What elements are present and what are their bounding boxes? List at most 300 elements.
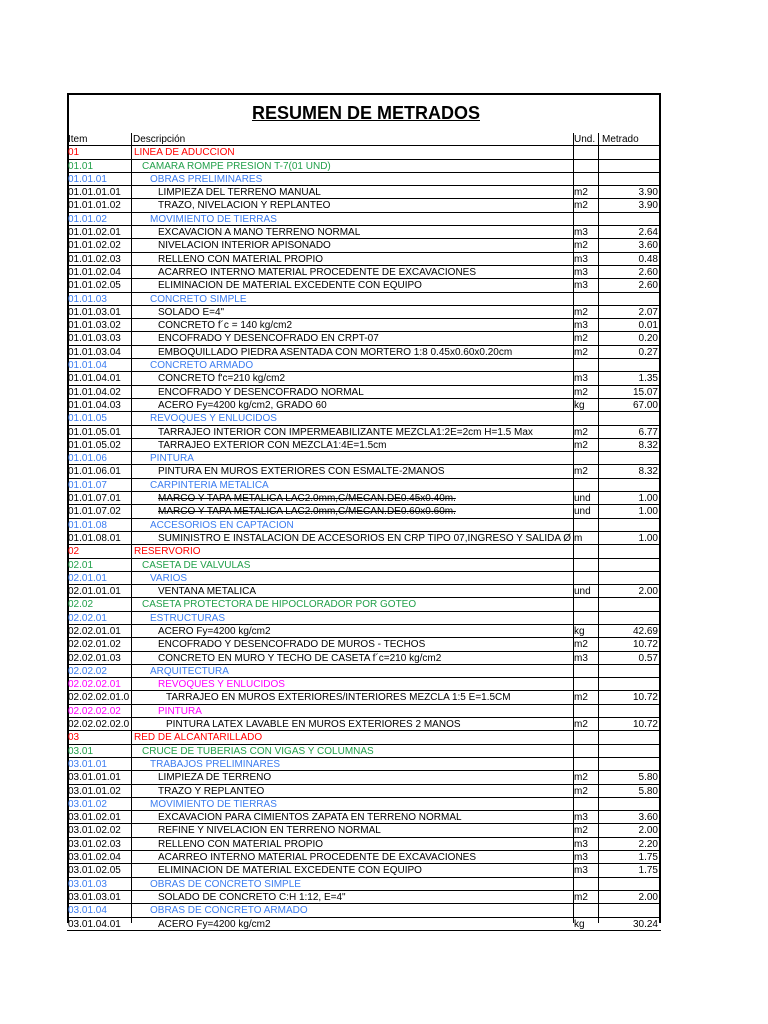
row-item-code: 03.01.02.01 [68, 812, 121, 824]
table-row [67, 731, 661, 744]
table-row [67, 319, 661, 332]
row-description: ESTRUCTURAS [150, 612, 226, 624]
row-unit: m3 [574, 812, 588, 824]
row-description: EXCAVACION A MANO TERRENO NORMAL [158, 227, 361, 239]
row-description: ELIMINACION DE MATERIAL EXCEDENTE CON EQUIPO [158, 865, 422, 877]
row-unit: m2 [574, 439, 588, 451]
row-metrado [600, 665, 659, 678]
row-unit: kg [574, 625, 585, 637]
table-row [67, 346, 661, 359]
row-description: ACERO Fy=4200 kg/cm2, GRADO 60 [158, 399, 327, 411]
row-item-code: 03.01 [68, 745, 94, 757]
row-description: RESERVORIO [134, 546, 201, 558]
row-unit: m2 [574, 891, 588, 903]
row-metrado [600, 798, 659, 811]
row-description: PINTURA EN MUROS EXTERIORES CON ESMALTE-2MANOS [158, 466, 445, 478]
page-title: RESUMEN DE METRADOS [251, 103, 480, 123]
row-description: TARRAJEO EN MUROS EXTERIORES/INTERIORES MEZCLA 1:5 E=1.5CM [166, 692, 511, 704]
row-item-code: 03.01.02.02 [68, 825, 121, 837]
table-row [67, 399, 661, 412]
row-item-code: 03.01.02.04 [68, 852, 121, 864]
row-description: CASETA PROTECTORA DE HIPOCLORADOR POR GOTEO [142, 599, 417, 611]
table-row [67, 545, 661, 558]
row-description: EMBOQUILLADO PIEDRA ASENTADA CON MORTERO 1:8 0.45x0.60x0.20cm [158, 346, 513, 358]
row-unit [574, 173, 598, 186]
row-unit: m3 [574, 652, 588, 664]
table-row [67, 691, 661, 704]
row-item-code: 01.01.02.05 [68, 280, 121, 292]
row-description: EXCAVACION PARA CIMIENTOS ZAPATA EN TERRENO NORMAL [158, 812, 462, 824]
table-row [67, 386, 661, 399]
row-metrado [600, 412, 659, 425]
row-metrado: 8.32 [638, 466, 658, 478]
table-row [67, 652, 661, 665]
table-row [67, 372, 661, 385]
row-unit [574, 160, 598, 173]
row-description: VENTANA METALICA [158, 586, 256, 598]
table-row [67, 426, 661, 439]
row-description: ACERO Fy=4200 kg/cm2 [158, 625, 271, 637]
table-row [67, 878, 661, 891]
row-unit [574, 213, 598, 226]
table-row [67, 532, 661, 545]
row-unit: und [574, 506, 591, 518]
table-row [67, 904, 661, 917]
table-row [67, 559, 661, 572]
row-metrado [600, 598, 659, 611]
row-unit [574, 479, 598, 492]
row-description: SOLADO E=4" [158, 306, 225, 318]
table-row [67, 479, 661, 492]
row-description: MARCO Y TAPA METALICA LAC2.0mm,C/MECAN.DE0.45x0.40m. [158, 493, 456, 505]
row-item-code: 01.01.02 [68, 213, 107, 225]
row-item-code: 01.01 [68, 160, 94, 172]
row-item-code: 02.01 [68, 559, 94, 571]
table-row [67, 452, 661, 465]
row-unit [574, 798, 598, 811]
row-unit [574, 359, 598, 372]
col-divider-desc [573, 133, 574, 923]
row-description: ELIMINACION DE MATERIAL EXCEDENTE CON EQUIPO [158, 280, 422, 292]
row-metrado: 10.72 [632, 692, 658, 704]
row-unit: m2 [574, 306, 588, 318]
row-metrado: 2.64 [638, 227, 658, 239]
row-item-code: 01.01.01.02 [68, 200, 121, 212]
row-unit: und [574, 493, 591, 505]
row-metrado: 15.07 [632, 386, 658, 398]
row-metrado [600, 878, 659, 891]
row-description: REVOQUES Y ENLUCIDOS [150, 413, 277, 425]
table-row [67, 851, 661, 864]
row-metrado: 3.60 [638, 240, 658, 252]
row-item-code: 02.02.01.02 [68, 639, 121, 651]
table-row [67, 891, 661, 904]
row-item-code: 01.01.01.01 [68, 187, 121, 199]
table-header-row [67, 133, 661, 146]
row-item-code: 01.01.02.04 [68, 266, 121, 278]
row-metrado: 1.35 [638, 373, 658, 385]
row-metrado: 1.75 [638, 865, 658, 877]
row-item-code: 01 [68, 147, 80, 159]
row-metrado: 67.00 [632, 399, 658, 411]
row-unit [574, 745, 598, 758]
row-metrado: 10.72 [632, 719, 658, 731]
row-unit: m2 [574, 346, 588, 358]
row-description: CAMARA ROMPE PRESION T-7(01 UND) [142, 160, 331, 172]
row-metrado: 2.00 [638, 891, 658, 903]
row-metrado: 0.48 [638, 253, 658, 265]
row-item-code: 01.01.03 [68, 293, 107, 305]
table-row [67, 226, 661, 239]
table-row [67, 771, 661, 784]
row-description: PINTURA [158, 705, 202, 717]
row-description: VARIOS [150, 572, 188, 584]
row-unit [574, 612, 598, 625]
row-item-code: 03.01.01 [68, 758, 107, 770]
row-description: MOVIMIENTO DE TIERRAS [150, 213, 277, 225]
row-description: ENCOFRADO Y DESENCOFRADO NORMAL [158, 386, 364, 398]
row-item-code: 02.02.01.03 [68, 652, 121, 664]
row-unit: m3 [574, 373, 588, 385]
table-row [67, 585, 661, 598]
row-description: ACARREO INTERNO MATERIAL PROCEDENTE DE EXCAVACIONES [158, 266, 477, 278]
row-unit [574, 758, 598, 771]
row-unit: m2 [574, 825, 588, 837]
row-item-code: 01.01.02.02 [68, 240, 121, 252]
row-description: OBRAS PRELIMINARES [150, 173, 263, 185]
table-row [67, 811, 661, 824]
row-item-code: 03.01.03.01 [68, 891, 121, 903]
row-unit: m3 [574, 320, 588, 332]
row-item-code: 01.01.08.01 [68, 532, 121, 544]
col-divider-und [598, 133, 599, 923]
row-unit [574, 559, 598, 572]
row-unit: m2 [574, 240, 588, 252]
row-description: ENCOFRADO Y DESENCOFRADO EN CRPT-07 [158, 333, 379, 345]
table-row [67, 412, 661, 425]
table-row [67, 306, 661, 319]
row-unit [574, 412, 598, 425]
table-row [67, 718, 661, 731]
row-metrado: 3.90 [638, 200, 658, 212]
row-item-code: 03.01.01.02 [68, 785, 121, 797]
row-metrado: 1.00 [638, 493, 658, 505]
row-unit [574, 452, 598, 465]
col-divider-item [131, 133, 132, 923]
table-row [67, 439, 661, 452]
row-item-code: 03.01.04 [68, 905, 107, 917]
row-unit: m [574, 532, 583, 544]
row-metrado [600, 705, 659, 718]
row-unit: kg [574, 918, 585, 930]
row-description: TRABAJOS PRELIMINARES [150, 758, 281, 770]
table-row [67, 160, 661, 173]
row-item-code: 01.01.01 [68, 173, 107, 185]
row-description: CONCRETO SIMPLE [150, 293, 247, 305]
row-item-code: 01.01.04 [68, 360, 107, 372]
row-item-code: 01.01.05.02 [68, 439, 121, 451]
row-item-code: 03.01.03 [68, 878, 107, 890]
table-row [67, 638, 661, 651]
row-metrado [600, 612, 659, 625]
row-metrado [600, 479, 659, 492]
row-description: PINTURA LATEX LAVABLE EN MUROS EXTERIORES 2 MANOS [166, 719, 461, 731]
row-metrado: 1.00 [638, 506, 658, 518]
row-item-code: 02.02 [68, 599, 94, 611]
row-metrado [600, 731, 659, 744]
table-row [67, 465, 661, 478]
table-row [67, 492, 661, 505]
row-unit: m3 [574, 253, 588, 265]
table-row [67, 625, 661, 638]
table-row [67, 838, 661, 851]
row-unit [574, 598, 598, 611]
row-metrado [600, 559, 659, 572]
table-row [67, 173, 661, 186]
row-unit [574, 878, 598, 891]
header-item: Item [68, 134, 88, 145]
row-description: MARCO Y TAPA METALICA LAC2.0mm,C/MECAN.DE0.60x0.60m. [158, 506, 456, 518]
row-description: LINEA DE ADUCCION [134, 147, 235, 159]
row-unit: m2 [574, 200, 588, 212]
row-metrado: 30.24 [632, 918, 658, 930]
row-item-code: 02.02.02.01 [68, 679, 121, 691]
table-row [67, 293, 661, 306]
row-metrado: 1.75 [638, 852, 658, 864]
row-metrado [600, 572, 659, 585]
row-description: LIMPIEZA DEL TERRENO MANUAL [158, 187, 321, 199]
header-unit: Und. [574, 134, 596, 145]
row-item-code: 01.01.08 [68, 519, 107, 531]
row-item-code: 01.01.03.01 [68, 306, 121, 318]
row-metrado [600, 519, 659, 532]
table-row [67, 705, 661, 718]
row-item-code: 03.01.02.05 [68, 865, 121, 877]
row-description: ENCOFRADO Y DESENCOFRADO DE MUROS - TECHOS [158, 639, 426, 651]
row-description: SUMINISTRO E INSTALACION DE ACCESORIOS EN CRP TIPO 07,INGRESO Y SALIDA Ø [158, 532, 572, 544]
row-metrado: 0.01 [638, 320, 658, 332]
row-item-code: 02.01.01.01 [68, 586, 121, 598]
table-row [67, 266, 661, 279]
row-item-code: 03.01.02 [68, 798, 107, 810]
metrados-table [67, 133, 661, 931]
table-row [67, 253, 661, 266]
row-description: CONCRETO EN MURO Y TECHO DE CASETA f´c=210 kg/cm2 [158, 652, 442, 664]
table-row [67, 213, 661, 226]
row-unit: m3 [574, 280, 588, 292]
row-description: LIMPIEZA DE TERRENO [158, 772, 272, 784]
row-metrado: 1.00 [638, 532, 658, 544]
row-item-code: 01.01.07 [68, 479, 107, 491]
table-row [67, 519, 661, 532]
row-metrado: 2.07 [638, 306, 658, 318]
row-metrado: 8.32 [638, 439, 658, 451]
table-row [67, 665, 661, 678]
row-item-code: 02.02.02.02 [68, 705, 121, 717]
row-item-code: 01.01.07.01 [68, 493, 121, 505]
row-unit: m3 [574, 266, 588, 278]
row-item-code: 01.01.05 [68, 413, 107, 425]
table-row [67, 146, 661, 159]
row-metrado: 2.20 [638, 838, 658, 850]
table-row [67, 186, 661, 199]
row-description: ACARREO INTERNO MATERIAL PROCEDENTE DE EXCAVACIONES [158, 852, 477, 864]
row-unit: m2 [574, 772, 588, 784]
row-metrado [600, 359, 659, 372]
row-metrado [600, 160, 659, 173]
row-metrado: 2.00 [638, 825, 658, 837]
row-metrado [600, 146, 659, 159]
row-description: TARRAJEO INTERIOR CON IMPERMEABILIZANTE MEZCLA1:2E=2cm H=1.5 Max [158, 426, 533, 438]
row-description: ARQUITECTURA [150, 665, 229, 677]
table-row [67, 758, 661, 771]
row-item-code: 03.01.02.03 [68, 838, 121, 850]
table-row [67, 824, 661, 837]
row-metrado: 2.60 [638, 266, 658, 278]
table-row [67, 199, 661, 212]
row-description: CONCRETO f'c=210 kg/cm2 [158, 373, 286, 385]
row-unit [574, 545, 598, 558]
row-unit [574, 731, 598, 744]
table-row [67, 678, 661, 691]
row-unit [574, 904, 598, 917]
row-metrado: 2.60 [638, 280, 658, 292]
row-metrado: 3.90 [638, 187, 658, 199]
row-unit: m3 [574, 865, 588, 877]
row-unit [574, 572, 598, 585]
row-description: ACCESORIOS EN CAPTACION [150, 519, 294, 531]
row-metrado [600, 173, 659, 186]
row-description: CRUCE DE TUBERIAS CON VIGAS Y COLUMNAS [142, 745, 374, 757]
row-item-code: 02.02.02.02.0 [68, 719, 130, 731]
row-item-code: 01.01.03.04 [68, 346, 121, 358]
table-row [67, 279, 661, 292]
row-description: TARRAJEO EXTERIOR CON MEZCLA1:4E=1.5cm [158, 439, 387, 451]
table-row [67, 612, 661, 625]
row-unit: m2 [574, 333, 588, 345]
row-metrado: 42.69 [632, 625, 658, 637]
table-row [67, 572, 661, 585]
row-item-code: 01.01.05.01 [68, 426, 121, 438]
table-row [67, 239, 661, 252]
row-item-code: 02.02.01 [68, 612, 107, 624]
row-metrado [600, 678, 659, 691]
row-unit: m2 [574, 386, 588, 398]
row-metrado: 2.00 [638, 586, 658, 598]
row-description: RELLENO CON MATERIAL PROPIO [158, 253, 324, 265]
row-metrado: 0.57 [638, 652, 658, 664]
row-metrado [600, 452, 659, 465]
row-item-code: 01.01.04.03 [68, 399, 121, 411]
table-row [67, 359, 661, 372]
row-metrado: 10.72 [632, 639, 658, 651]
row-metrado [600, 293, 659, 306]
row-unit [574, 705, 598, 718]
row-item-code: 01.01.03.02 [68, 320, 121, 332]
row-description: OBRAS DE CONCRETO ARMADO [150, 905, 308, 917]
row-unit: kg [574, 399, 585, 411]
row-unit: und [574, 586, 591, 598]
row-item-code: 02.02.01.01 [68, 625, 121, 637]
row-description: SOLADO DE CONCRETO C:H 1:12, E=4" [158, 891, 346, 903]
row-description: OBRAS DE CONCRETO SIMPLE [150, 878, 301, 890]
row-item-code: 01.01.06.01 [68, 466, 121, 478]
row-metrado [600, 213, 659, 226]
row-metrado: 0.20 [638, 333, 658, 345]
row-item-code: 01.01.04.02 [68, 386, 121, 398]
row-metrado: 5.80 [638, 785, 658, 797]
row-item-code: 03 [68, 732, 80, 744]
table-row [67, 785, 661, 798]
row-unit: m3 [574, 852, 588, 864]
row-item-code: 01.01.02.01 [68, 227, 121, 239]
row-description: CONCRETO ARMADO [150, 360, 254, 372]
row-metrado: 5.80 [638, 772, 658, 784]
row-unit: m2 [574, 719, 588, 731]
row-item-code: 02 [68, 546, 80, 558]
row-item-code: 02.01.01 [68, 572, 107, 584]
row-description: ACERO Fy=4200 kg/cm2 [158, 918, 271, 930]
row-description: TRAZO, NIVELACION Y REPLANTEO [158, 200, 331, 212]
row-unit [574, 146, 598, 159]
row-metrado: 6.77 [638, 426, 658, 438]
row-item-code: 01.01.02.03 [68, 253, 121, 265]
row-item-code: 01.01.07.02 [68, 506, 121, 518]
row-description: RED DE ALCANTARILLADO [134, 732, 263, 744]
table-row [67, 745, 661, 758]
row-description: REFINE Y NIVELACION EN TERRENO NORMAL [158, 825, 381, 837]
row-item-code: 02.02.02.01.0 [68, 692, 130, 704]
row-metrado: 3.60 [638, 812, 658, 824]
row-item-code: 02.02.02 [68, 665, 107, 677]
table-row [67, 864, 661, 877]
table-row [67, 332, 661, 345]
row-unit [574, 519, 598, 532]
row-description: CASETA DE VALVULAS [142, 559, 251, 571]
table-row [67, 918, 661, 931]
table-row [67, 505, 661, 518]
row-description: NIVELACION INTERIOR APISONADO [158, 240, 331, 252]
row-description: TRAZO Y REPLANTEO [158, 785, 265, 797]
row-metrado [600, 904, 659, 917]
row-unit: m2 [574, 785, 588, 797]
row-description: PINTURA [150, 453, 194, 465]
row-metrado [600, 745, 659, 758]
header-metrado: Metrado [602, 134, 639, 145]
row-description: CONCRETO f´c = 140 kg/cm2 [158, 320, 293, 332]
row-item-code: 03.01.04.01 [68, 918, 121, 930]
row-metrado [600, 758, 659, 771]
row-description: RELLENO CON MATERIAL PROPIO [158, 838, 324, 850]
row-unit [574, 678, 598, 691]
row-unit: m2 [574, 466, 588, 478]
table-row [67, 798, 661, 811]
row-item-code: 01.01.03.03 [68, 333, 121, 345]
row-description: CARPINTERIA METALICA [150, 479, 269, 491]
row-unit: m3 [574, 227, 588, 239]
row-item-code: 01.01.06 [68, 453, 107, 465]
row-item-code: 03.01.01.01 [68, 772, 121, 784]
row-item-code: 01.01.04.01 [68, 373, 121, 385]
row-metrado [600, 545, 659, 558]
row-unit [574, 665, 598, 678]
row-unit [574, 293, 598, 306]
row-description: MOVIMIENTO DE TIERRAS [150, 798, 277, 810]
row-unit: m2 [574, 426, 588, 438]
header-description: Descripción [133, 134, 186, 145]
table-row [67, 598, 661, 611]
row-description: REVOQUES Y ENLUCIDOS [158, 679, 285, 691]
